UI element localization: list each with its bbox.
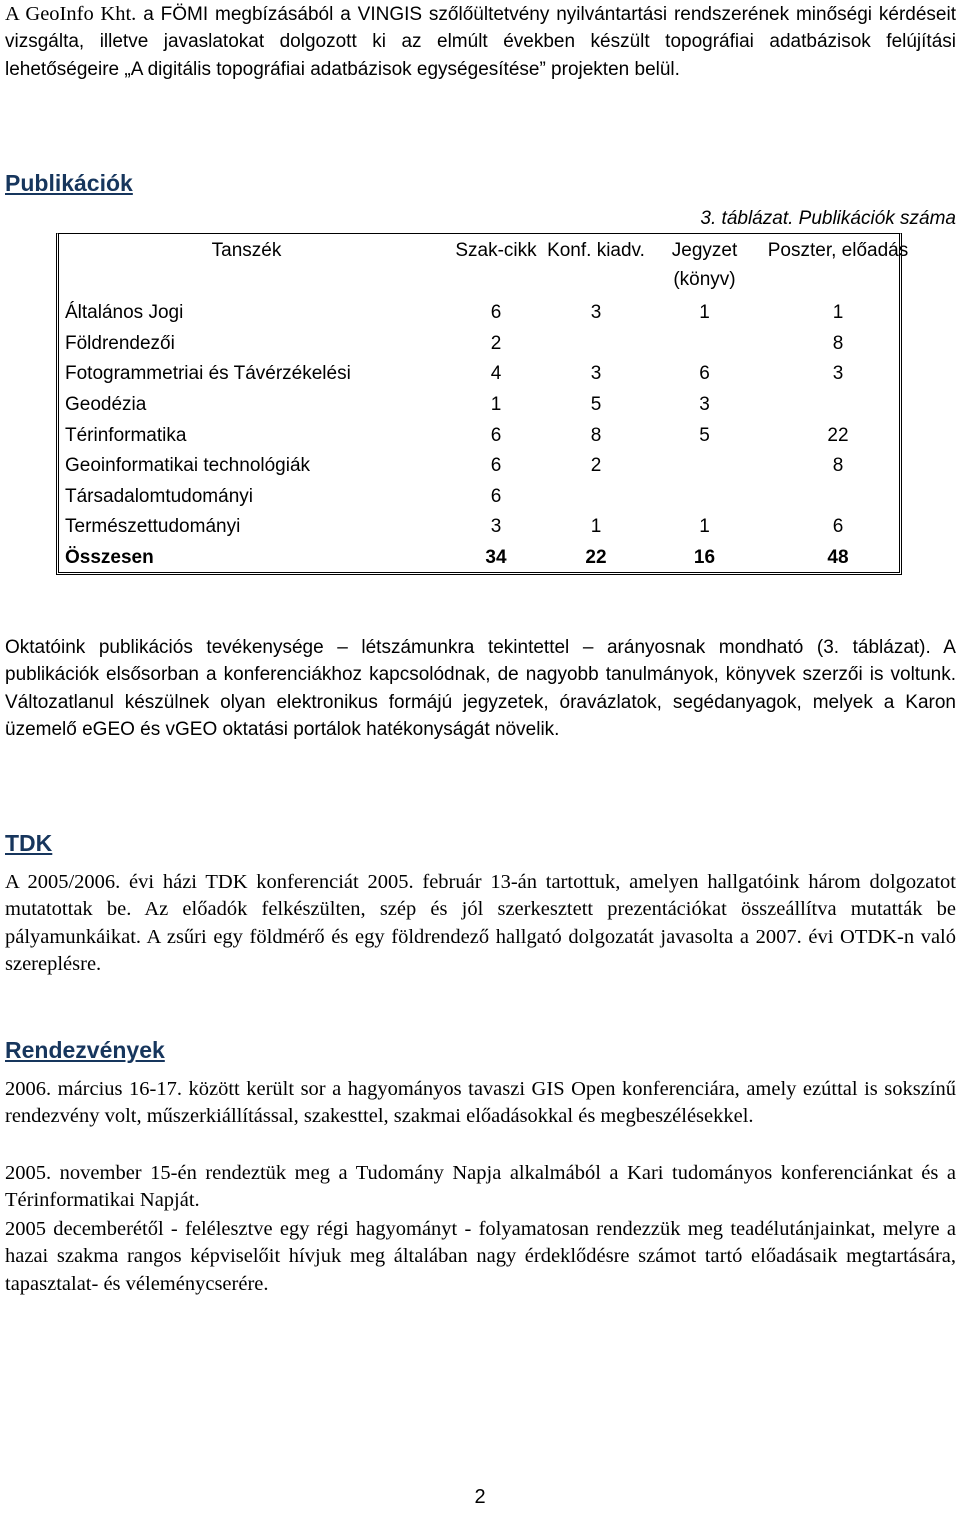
count-cell: 3	[590, 302, 602, 324]
tdk-paragraph: A 2005/2006. évi házi TDK konferenciát 2005. február 13-án tartottuk, amelyen hallgatóink három dolgozatot mutatottak be. Az előadók felkészülten, szép és jól szerkesztett prezentációkat összeállítva mutatták be pályamunkáikat. A zsűri egy földmérő és egy földrendező hallgató dolgozatát javasolta a 2007. évi OTDK-n való szereplésre.	[5, 871, 956, 976]
table-caption: 3. táblázat. Publikációk száma	[700, 208, 956, 229]
events-paragraph-1: 2006. március 16-17. között került sor a hagyományos tavaszi GIS Open konferenciára, amely ezúttal is sokszínű rendezvény volt, műszerkiállítással, szakesttel, szakmai előadásokkal és megbeszélésekkel.	[5, 1078, 956, 1128]
department-cell: Geodézia	[65, 394, 147, 416]
total-label-cell: Összesen	[65, 547, 154, 569]
count-cell: 8	[832, 332, 844, 354]
count-cell: 5	[590, 394, 602, 416]
table-row	[59, 359, 913, 390]
table-row	[59, 451, 913, 482]
department-cell: Fotogrammetriai és Távérzékelési	[65, 363, 351, 385]
count-cell: 6	[832, 516, 844, 538]
total-cell: 48	[827, 547, 849, 569]
total-cell: 22	[585, 547, 607, 569]
department-cell: Természettudományi	[65, 516, 241, 538]
department-cell: Általános Jogi	[65, 302, 184, 324]
count-cell: 3	[832, 363, 844, 385]
count-cell	[546, 482, 646, 513]
table-row	[59, 390, 913, 421]
count-cell: 4	[490, 363, 502, 385]
column-header: Tanszék	[211, 240, 282, 261]
count-cell: 22	[827, 424, 849, 446]
intro-paragraph	[5, 1, 956, 83]
page-number: 2	[474, 1486, 486, 1508]
count-cell: 3	[590, 363, 602, 385]
count-cell: 6	[490, 302, 502, 324]
count-cell: 6	[699, 363, 710, 385]
count-cell	[763, 390, 913, 421]
count-cell: 2	[590, 455, 602, 477]
table-header-row	[59, 236, 913, 298]
count-cell: 1	[832, 302, 844, 324]
department-cell: Geoinformatikai technológiák	[65, 455, 311, 477]
count-cell: 1	[590, 516, 602, 538]
section-heading-tdk: TDK	[5, 830, 53, 856]
section-heading-publications: Publikációk	[5, 170, 133, 196]
count-cell	[646, 451, 763, 482]
count-cell: 5	[699, 424, 710, 446]
count-cell: 6	[490, 455, 502, 477]
column-header: Jegyzet (könyv)	[671, 240, 738, 290]
count-cell: 6	[490, 485, 502, 507]
count-cell: 8	[832, 455, 844, 477]
table-row	[59, 420, 913, 451]
count-cell: 6	[490, 424, 502, 446]
total-cell: 34	[485, 547, 507, 569]
column-header: Poszter, előadás	[767, 240, 909, 261]
count-cell	[646, 482, 763, 513]
count-cell: 2	[490, 332, 502, 354]
count-cell: 3	[699, 394, 710, 416]
count-cell: 1	[699, 302, 710, 324]
table-row	[59, 329, 913, 360]
events-paragraph-2: 2005. november 15-én rendeztük meg a Tudomány Napja alkalmából a Kari tudományos konferenciánkat és a Térinformatikai Napját.	[5, 1162, 956, 1212]
count-cell	[546, 329, 646, 360]
count-cell: 1	[699, 516, 710, 538]
section-heading-events: Rendezvények	[5, 1037, 165, 1063]
count-cell	[646, 329, 763, 360]
count-cell: 8	[590, 424, 602, 446]
column-header: Szak-cikk	[455, 240, 537, 261]
events-paragraph-3: 2005 decemberétől - felélesztve egy régi hagyományt - folyamatosan rendezzük meg teadélutánjainkat, melyre a hazai szakma rangos képviselőit hívjuk meg általában nagy érdeklődésre számot tartó előadásaik megtartására, tapasztalat- és véleménycserére.	[5, 1218, 956, 1295]
count-cell	[763, 482, 913, 513]
department-cell: Társadalomtudományi	[65, 485, 253, 507]
count-cell: 1	[490, 394, 502, 416]
column-header: Konf. kiadv.	[547, 240, 645, 261]
intro-lead: A GeoInfo Kht.	[5, 3, 137, 25]
table-row	[59, 482, 913, 513]
publications-table	[59, 236, 913, 573]
department-cell: Térinformatika	[65, 424, 187, 446]
table-row	[59, 298, 913, 329]
publications-paragraph: Oktatóink publikációs tevékenysége – létszámunkra tekintettel – arányosnak mondható (3. táblázat). A publikációk elsősorban a konferenciákhoz kapcsolódnak, de nagyobb tanulmányok, könyvek szerzői is voltunk. Változatlanul készülnek olyan elektronikus formájú jegyzetek, óravázlatok, segédanyagok, melyek a Karon üzemelő eGEO és vGEO oktatási portálok hatékonyságát növelik.	[5, 637, 956, 741]
table-row	[59, 512, 913, 543]
total-cell: 16	[693, 547, 716, 569]
table-total-row	[59, 543, 913, 574]
intro-text: a FÖMI megbízásából a VINGIS szőlőültetvény nyilvántartási rendszerének minőségi kérdéseit vizsgálta, illetve javaslatokat dolgozott ki az elmúlt években készült topográfiai adatbázisok felújítási lehetőségeire „A digitális topográfiai adatbázisok egységesítése” projekten belül.	[5, 4, 956, 80]
department-cell: Földrendezői	[65, 332, 175, 354]
count-cell: 3	[490, 516, 502, 538]
